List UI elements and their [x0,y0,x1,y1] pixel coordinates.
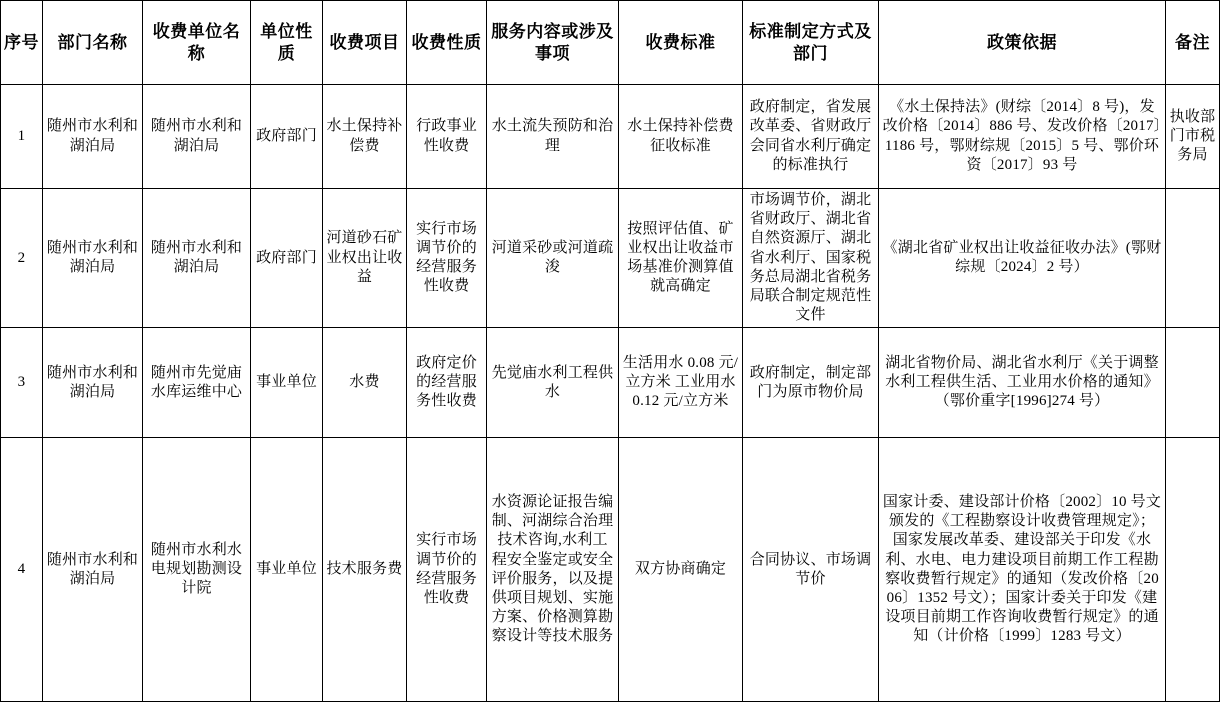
cell-charge-nature: 行政事业性收费 [407,85,487,189]
cell-service-content: 水资源论证报告编制、河湖综合治理技术咨询,水利工程安全鉴定或安全评价服务，以及提供项目规划、实施方案、价格测算勘察设计等技术服务 [487,438,619,702]
cell-charge-standard: 双方协商确定 [619,438,743,702]
cell-service-content: 水土流失预防和治理 [487,85,619,189]
header-seq: 序号 [1,1,43,85]
header-remark: 备注 [1166,1,1220,85]
cell-standard-method-department: 合同协议、市场调节价 [743,438,879,702]
header-service-content: 服务内容或涉及事项 [487,1,619,85]
cell-charge-nature: 政府定价的经营服务性收费 [407,328,487,438]
cell-unit-nature: 政府部门 [251,85,323,189]
cell-charge-item: 技术服务费 [323,438,407,702]
cell-policy-basis: 《湖北省矿业权出让收益征收办法》(鄂财综规〔2024〕2 号） [879,189,1166,328]
cell-standard-method-department: 政府制定，制定部门为原市物价局 [743,328,879,438]
cell-policy-basis: 国家计委、建设部计价格〔2002〕10 号文颁发的《工程勘察设计收费管理规定》；国家发展改革委、建设部关于印发《水利、水电、电力建设项目前期工作工程勘察收费暂行规定》的通知（发改价格〔2006〕1352 号文）；国家计委关于印发《建设项目前期工作咨询收费暂行规定》的通知（计价格〔1999〕1283 号文） [879,438,1166,702]
cell-service-content: 先觉庙水利工程供水 [487,328,619,438]
cell-standard-method-department: 政府制定，省发展改革委、省财政厅会同省水利厅确定的标准执行 [743,85,879,189]
cell-unit-nature: 事业单位 [251,328,323,438]
cell-department-name: 随州市水利和湖泊局 [43,189,143,328]
header-charge-standard: 收费标准 [619,1,743,85]
cell-charge-item: 水费 [323,328,407,438]
cell-remark [1166,189,1220,328]
cell-policy-basis: 《水土保持法》(财综〔2014〕8 号)，发改价格〔2014〕886 号、发改价格〔2017〕1186 号，鄂财综规〔2015〕5 号、鄂价环资〔2017〕93 号 [879,85,1166,189]
table-row [1,438,1220,702]
cell-remark [1166,438,1220,702]
cell-department-name: 随州市水利和湖泊局 [43,328,143,438]
cell-seq: 3 [1,328,43,438]
cell-charging-unit-name: 随州市水利水电规划勘测设计院 [143,438,251,702]
cell-department-name: 随州市水利和湖泊局 [43,85,143,189]
cell-remark [1166,328,1220,438]
cell-charge-item: 水土保持补偿费 [323,85,407,189]
header-charging-unit-name: 收费单位名称 [143,1,251,85]
cell-charge-nature: 实行市场调节价的经营服务性收费 [407,189,487,328]
cell-seq: 4 [1,438,43,702]
header-policy-basis: 政策依据 [879,1,1166,85]
cell-unit-nature: 政府部门 [251,189,323,328]
table-row [1,189,1220,328]
cell-charging-unit-name: 随州市水利和湖泊局 [143,189,251,328]
table-row [1,328,1220,438]
cell-seq: 1 [1,85,43,189]
cell-charge-standard: 按照评估值、矿业权出让收益市场基准价测算值就高确定 [619,189,743,328]
cell-charging-unit-name: 随州市先觉庙水库运维中心 [143,328,251,438]
cell-charge-nature: 实行市场调节价的经营服务性收费 [407,438,487,702]
header-department-name: 部门名称 [43,1,143,85]
cell-charging-unit-name: 随州市水利和湖泊局 [143,85,251,189]
header-unit-nature: 单位性质 [251,1,323,85]
cell-charge-standard: 生活用水 0.08 元/立方米 工业用水 0.12 元/立方米 [619,328,743,438]
table-row [1,85,1220,189]
cell-charge-item: 河道砂石矿业权出让收益 [323,189,407,328]
cell-unit-nature: 事业单位 [251,438,323,702]
header-charge-nature: 收费性质 [407,1,487,85]
table-body [1,85,1220,702]
header-charge-item: 收费项目 [323,1,407,85]
header-row [1,1,1220,85]
cell-remark: 执收部门市税务局 [1166,85,1220,189]
header-standard-method-department: 标准制定方式及部门 [743,1,879,85]
table-header [1,1,1220,85]
cell-standard-method-department: 市场调节价，湖北省财政厅、湖北省自然资源厅、湖北省水利厅、国家税务总局湖北省税务局联合制定规范性文件 [743,189,879,328]
cell-seq: 2 [1,189,43,328]
cell-charge-standard: 水土保持补偿费征收标准 [619,85,743,189]
cell-service-content: 河道采砂或河道疏浚 [487,189,619,328]
cell-policy-basis: 湖北省物价局、湖北省水利厅《关于调整水利工程供生活、工业用水价格的通知》（鄂价重字[1996]274 号） [879,328,1166,438]
cell-department-name: 随州市水利和湖泊局 [43,438,143,702]
